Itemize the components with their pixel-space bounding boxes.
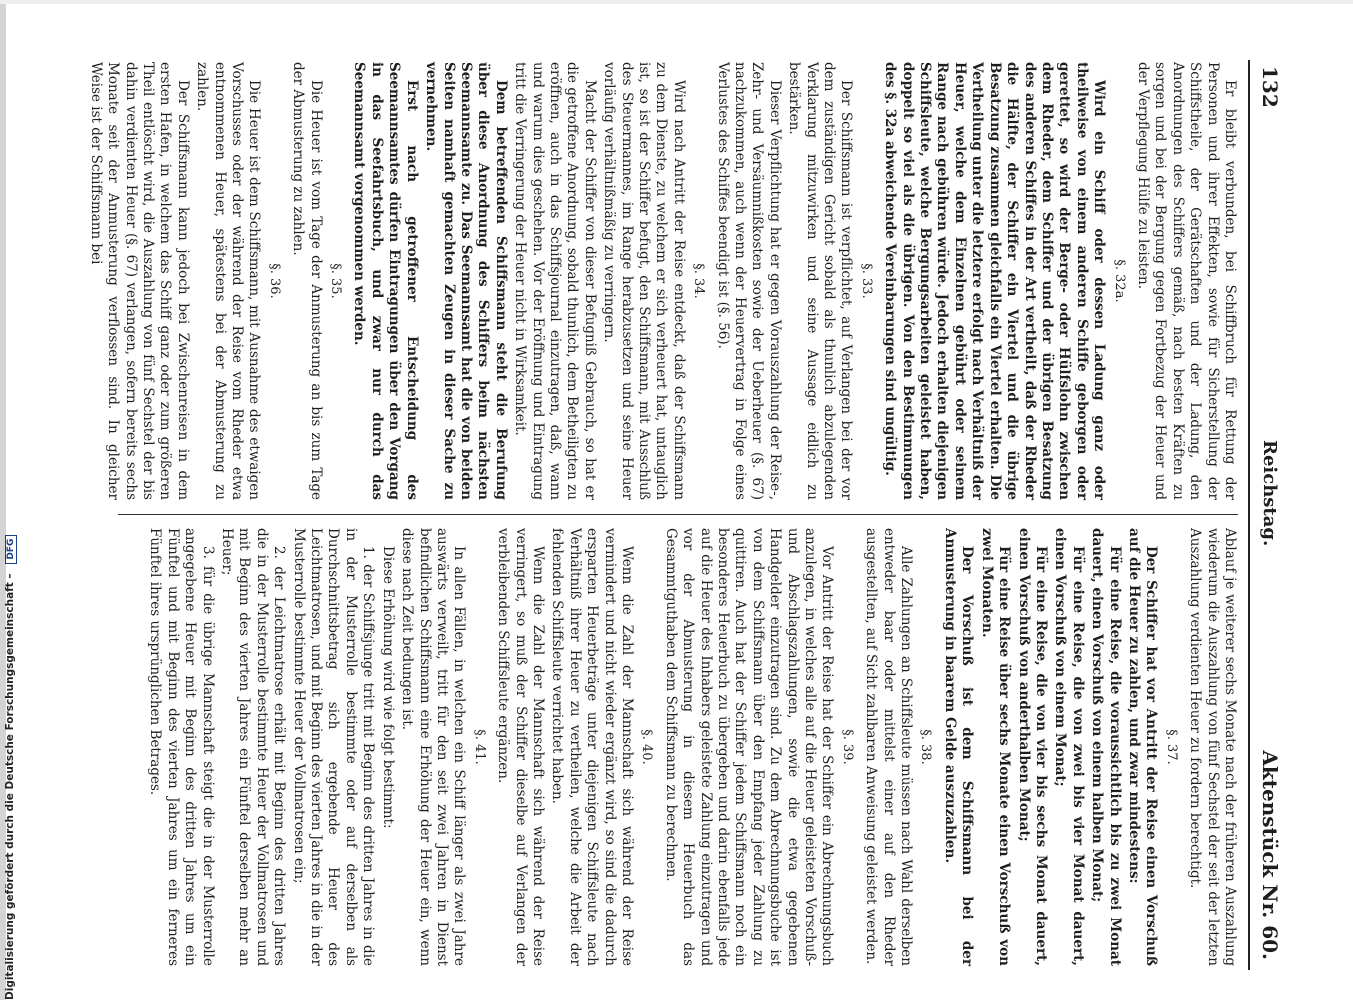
document-page [87, 60, 1290, 970]
section-number: §. 39. [839, 729, 855, 765]
page-number: 132 [1258, 66, 1282, 108]
section-number: §. 35. [328, 263, 344, 299]
column-divider [118, 514, 1238, 515]
bold-paragraph: Für eine Reise über sechs Monate einen Vorschuß von zwei Monaten. [978, 528, 1013, 966]
paragraph: 1. der Schiffsjunge tritt mit Beginn des dritten Jahres in die in der Musterrolle bestimmte oder auf derselben als Durchschnittsbetrag sich ergebende Heuer des Leichtmatrosen, und mit Beginn des vierten Jahres in die in der Musterrolle bestimmte Heuer der Vollmatrosen ein; [290, 528, 377, 966]
paragraph: Diese Erhöhung wird wie folgt bestimmt: [379, 546, 396, 829]
section-number: §. 33. [858, 263, 874, 299]
scan-edge-top [0, 0, 1353, 4]
section-number: §. 34. [691, 263, 707, 299]
document-number: Aktenstück Nr. 60. [1258, 750, 1282, 960]
bold-paragraph: Erst nach getroffener Entscheidung des Seemannsamtes dürfen Eintragungen über den Vorgang in das Seefahrtsbuch, und zwar nur durch das Seemannsamt vorgenommen werden. [351, 62, 420, 500]
bold-paragraph: Wird ein Schiff oder dessen Ladung ganz oder theilweise von einem anderen Schiffe geborgen oder gerettet, so wird der Berge- oder Hülfslohn zwischen dem Rheder, dem Schiffer und der übrigen Besatzung des anderen Schiffes in der Art vertheilt, daß der Rheder die Hälfte, der Schiffer ein Viertel und die übrige Besatzung zusammen gleichfalls ein Viertel erhalten. Die Vertheilung unter die letztere erfolgt nach Verhältniß der Heuer, welche dem Einzelnen gebührt oder seinem Range nach gebühren würde. Jedoch erhalten diejenigen Schiffsleute, welche Bergungsarbeiten geleistet haben, doppelt so viel als die übrigen. Von den Bestimmungen des §. 32a abweichende Vereinbarungen sind ungültig. [882, 62, 1108, 500]
right-text-column [98, 528, 1238, 966]
paragraph: Macht der Schiffer von dieser Befugniß Gebrauch, so hat er die getroffene Anordnung, sobald thunlich, dem Betheiligten zu eröffnen, auch in das Schiffsjournal einzutragen, daß, wann und warum dies geschehen. Vor der Eröffnung und Eintragung tritt die Verringerung der Heuer nicht in Wirksamkeit. [512, 62, 598, 500]
paragraph: Vor Antritt der Reise hat der Schiffer ein Abrechnungsbuch anzulegen, in welches alle auf die Heuer geleisteten Vorschuß- und Abschlagszahlungen, sowie die etwa gegebenen Handgelder einzutragen sind. Zu dem Abrechnungsbuche ist von dem Schiffsmann über den Empfang jeder Zahlung zu quittiren. Auch hat der Schiffer jedem Schiffsmann noch ein besonderes Heuerbuch zu übergeben und darin ebenfalls jede auf die Heuer des Inhabers geleistete Zahlung einzutragen und vor der Abmusterung in diesem Heuerbuch das Gesammtguthaben dem Schiffsmann zu berechnen. [662, 528, 836, 966]
bold-paragraph: Der Schiffer hat vor Antritt der Reise einen Vorschuß auf die Heuer zu zahlen, und zwar mindestens: [1125, 528, 1160, 966]
bold-paragraph: Der Vorschuß ist dem Schiffsmann bei der Anmusterung in baarem Gelde auszuzahlen. [941, 528, 976, 966]
paragraph: 3. für die übrige Mannschaft steigt die in der Musterrolle angegebene Heuer mit Beginn des dritten Jahres um ein Fünftel und mit Beginn des vierten Jahres um ein ferneres Fünftel ihres ursprünglichen Betrages. [147, 528, 216, 966]
paragraph: Ablauf je weiterer sechs Monate nach der früheren Auszahlung wiederum die Auszahlung von fünf Sechstel der seit der letzten Auszahlung verdienten Heuer zu fordern berechtigt. [1187, 528, 1238, 966]
paragraph: Er bleibt verbunden, bei Schiffbruch für Rettung der Personen und ihrer Effekten, sowie für Sicherstellung der Schiffstheile, der Gerätschaften und der Ladung, den Anordnungen des Schiffers gemäß, nach besten Kräften zu sorgen und bei der Bergung gegen Fortbezug der Heuer und der Verpflegung Hülfe zu leisten. [1134, 62, 1238, 500]
paragraph: In allen Fällen, in welchen ein Schiff länger als zwei Jahre auswärts verweilt, tritt für den seit zwei Jahren in Dienst befindlichen Schiffsmann eine Erhöhung der Heuer ein, wenn diese nach Zeit bedungen ist. [399, 528, 468, 966]
section-number: §. 40. [639, 729, 655, 765]
paragraph: Wenn die Zahl der Mannschaft sich während der Reise verringert, so muß der Schiffer dieselbe auf Verlangen der verbleibenden Schiffsleute ergänzen. [495, 528, 546, 966]
paragraph: Die Heuer ist dem Schiffsmann, mit Ausnahme des etwaigen Vorschusses oder der während der Reise vom Rheder etwa entnommenen Heuer, spätestens bei der Abmusterung zu zahlen. [194, 62, 263, 500]
section-number: §. 41. [471, 729, 487, 765]
paragraph: Der Schiffsmann kann jedoch bei Zwischenreisen in dem ersten Hafen, in welchem das Schiff ganz oder zum größeren Theil entlöscht wird, die Auszahlung von fünf Sechstel der bis dahin verdienten Heuer (§. 67) verlangen, sofern bereits sechs Monate seit der Anmusterung verflossen sind. In gleicher Weise ist der Schiffsmann bei [87, 62, 191, 500]
paragraph: Dieser Verpflichtung hat er gegen Vorauszahlung der Reise-, Zehr- und Versäumnißkosten sowie der Ueberheuer (§. 67) nachzukommen, auch wenn der Heuervertrag in Folge eines Verlustes des Schiffes beendigt ist (§. 56). [714, 62, 783, 500]
paragraph: Die Heuer ist vom Tage der Anmusterung an bis zum Tage der Abmusterung zu zahlen. [290, 62, 324, 500]
dfg-logo: DFG [5, 535, 17, 564]
paragraph: Wenn die Zahl der Mannschaft sich während der Reise vermindert und nicht wieder ergänzt wird, so sind die dadurch ersparten Heuerbeträge unter diejenigen Schiffsleute nach Verhältniß ihrer Heuer zu vertheilen, welche die Arbeit der fehlenden Schiffsleute verrichtet haben. [549, 528, 635, 966]
section-number: §. 37. [1163, 729, 1179, 765]
footer-text: Digitalisierung gefördert durch die Deutsche Forschungsgemeinschaft – [4, 573, 16, 1000]
section-number: §. 38. [918, 729, 934, 765]
section-number: §. 32a. [1111, 259, 1127, 303]
paragraph: Wird nach Antritt der Reise entdeckt, daß der Schiffsmann zu dem Dienste, zu welchem er sich verheuert hat, untauglich ist, so ist der Schiffer befugt, den Schiffsmann, mit Ausschluß des Steuermannes, im Range herabzusetzen und seine Heuer vorläufig verhältnißmäßig zu verringern. [601, 62, 687, 500]
rotated-page [87, 60, 1290, 970]
section-number: §. 36. [266, 263, 282, 299]
bold-paragraph: Dem betreffenden Schiffsmann steht die Berufung über diese Anordnung des Schiffers beim nächsten Seemannsamte zu. Das Seemannsamt hat die von beiden Seiten namhaft gemachten Zeugen in dieser Sache zu vernehmen. [423, 62, 509, 500]
paragraph: 2. der Leichtmatrose erhält mit Beginn des dritten Jahres die in der Musterrolle bestimmte Heuer der Vollmatrosen und mit Beginn des vierten Jahres ein Fünftel derselben mehr an Heuer; [219, 528, 288, 966]
header-title: Reichstag. [1259, 440, 1280, 547]
footer-credit [4, 0, 18, 1000]
paragraph: Alle Zahlungen an Schiffsleute müssen nach Wahl derselben entweder baar oder mittelst einer auf den Rheder ausgestellten, auf Sicht zahlbaren Anweisung geleistet werden. [863, 528, 915, 966]
bold-paragraph: Für eine Reise, die voraussichtlich bis zu zwei Monat dauert, einen Vorschuß von einem halben Monat; [1089, 528, 1123, 966]
page-header [1248, 60, 1290, 970]
bold-paragraph: Für eine Reise, die von zwei bis vier Monat dauert, einen Vorschuß von einem Monat; [1052, 528, 1086, 966]
left-text-column [87, 62, 1238, 500]
paragraph: Der Schiffsmann ist verpflichtet, auf Verlangen bei der vor dem zuständigen Gericht sobald als thunlich abzulegenden Verklarung mitzuwirken und seine Aussage eidlich zu bestärken. [786, 62, 855, 500]
bold-paragraph: Für eine Reise, die von vier bis sechs Monat dauert, einen Vorschuß von anderthalben Monat; [1015, 528, 1049, 966]
